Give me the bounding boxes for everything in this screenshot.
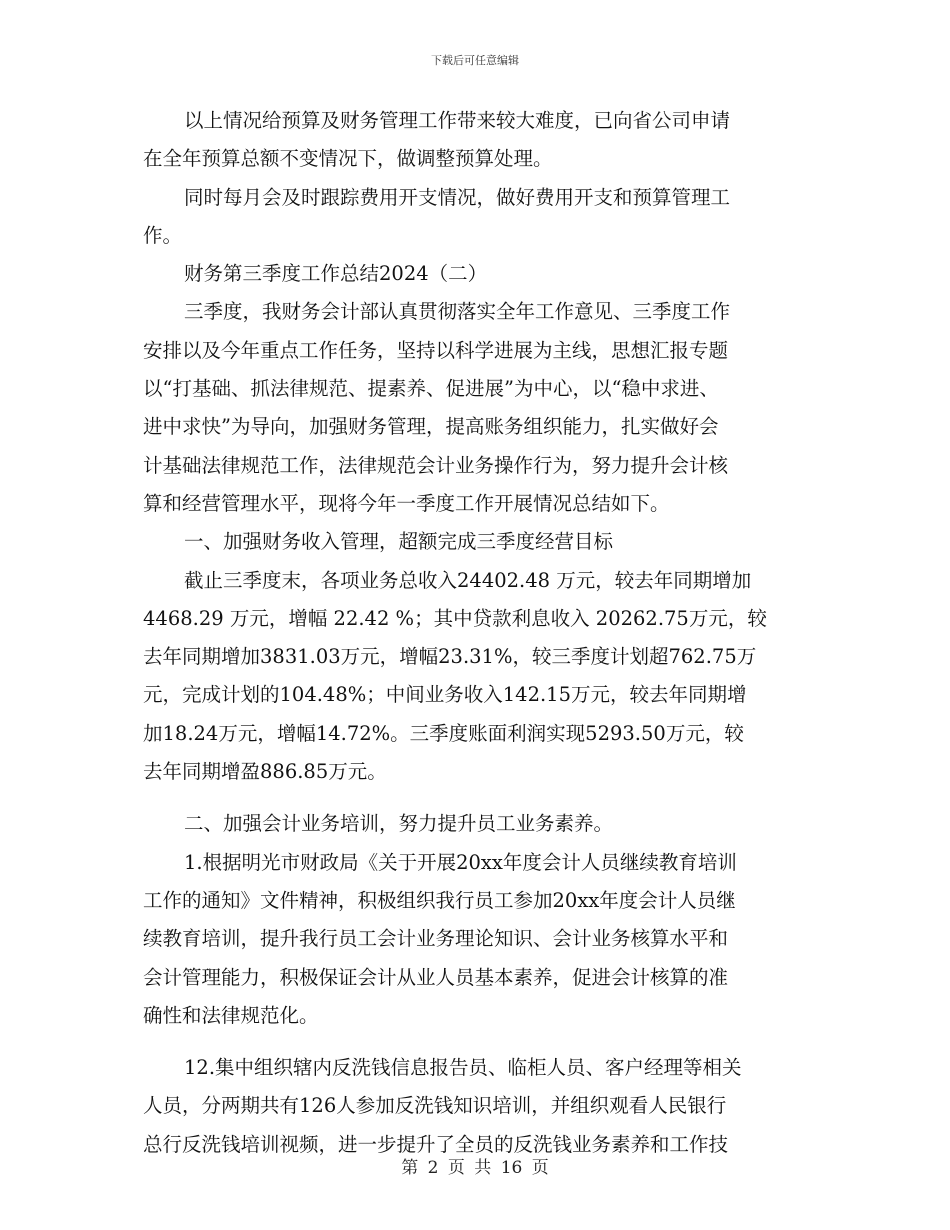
text-line: 截止三季度末，各项业务总收入24402.48 万元，较去年同期增加 bbox=[184, 568, 752, 592]
text-line: 12.集中组织辖内反洗钱信息报告员、临柜人员、客户经理等相关 bbox=[184, 1056, 742, 1080]
section-heading: 二、加强会计业务培训，努力提升员工业务素养。 bbox=[184, 812, 614, 836]
text-line: 工作的通知》文件精神，积极组织我行员工参加20xx年度会计人员继 bbox=[143, 888, 736, 912]
page-footer bbox=[0, 1153, 950, 1178]
footer-gong: 共 bbox=[474, 1158, 492, 1178]
text-line: 进中求快”为导向，加强财务管理，提高账务组织能力，扎实做好会 bbox=[143, 415, 719, 439]
text-line: 在全年预算总额不变情况下，做调整预算处理。 bbox=[143, 147, 553, 171]
document-body bbox=[143, 102, 809, 1164]
footer-di: 第 bbox=[401, 1158, 419, 1178]
footer-total-pages: 16 bbox=[500, 1158, 523, 1178]
text-line: 去年同期增盈886.85万元。 bbox=[143, 760, 387, 784]
text-line: 确性和法律规范化。 bbox=[143, 1003, 319, 1027]
text-line: 1.根据明光市财政局《关于开展20xx年度会计人员继续教育培训 bbox=[184, 850, 737, 874]
section-heading: 一、加强财务收入管理，超额完成三季度经营目标 bbox=[184, 530, 614, 554]
text-line: 三季度，我财务会计部认真贯彻落实全年工作意见、三季度工作 bbox=[184, 300, 731, 324]
text-line: 去年同期增加3831.03万元，增幅23.31%，较三季度计划超762.75万 bbox=[143, 645, 757, 669]
text-line: 元，完成计划的104.48%；中间业务收入142.15万元，较去年同期增 bbox=[143, 683, 747, 707]
text-line: 续教育培训，提升我行员工会计业务理论知识、会计业务核算水平和 bbox=[143, 927, 729, 951]
text-line: 计基础法律规范工作，法律规范会计业务操作行为，努力提升会计核 bbox=[143, 453, 729, 477]
footer-ye-2: 页 bbox=[531, 1158, 549, 1178]
text-line: 作。 bbox=[143, 223, 183, 247]
text-line: 加18.24万元，增幅14.72%。三季度账面利润实现5293.50万元，较 bbox=[143, 721, 744, 745]
section-title: 财务第三季度工作总结2024（二） bbox=[184, 262, 488, 286]
text-line: 以上情况给预算及财务管理工作带来较大难度，已向省公司申请 bbox=[184, 109, 731, 132]
text-line: 人员，分两期共有126人参加反洗钱知识培训，并组织观看人民银行 bbox=[143, 1094, 727, 1118]
text-line: 算和经营管理水平，现将今年一季度工作开展情况总结如下。 bbox=[143, 491, 670, 515]
text-line: 总行反洗钱培训视频，进一步提升了全员的反洗钱业务素养和工作技 bbox=[143, 1132, 729, 1156]
text-line: 以“打基础、抓法律规范、提素养、促进展”为中心，以“稳中求进、 bbox=[143, 377, 719, 401]
footer-ye: 页 bbox=[447, 1158, 465, 1178]
text-line: 同时每月会及时跟踪费用开支情况，做好费用开支和预算管理工 bbox=[184, 185, 731, 209]
footer-page-number: 2 bbox=[427, 1158, 439, 1178]
page-header-note: 下载后可任意编辑 bbox=[431, 54, 519, 67]
text-line: 4468.29 万元，增幅 22.42 %；其中贷款利息收入 20262.75万元，较 bbox=[143, 606, 767, 630]
text-line: 会计管理能力，积极保证会计从业人员基本素养，促进会计核算的准 bbox=[143, 965, 729, 989]
text-line: 安排以及今年重点工作任务，坚持以科学进展为主线，思想汇报专题 bbox=[143, 338, 729, 362]
